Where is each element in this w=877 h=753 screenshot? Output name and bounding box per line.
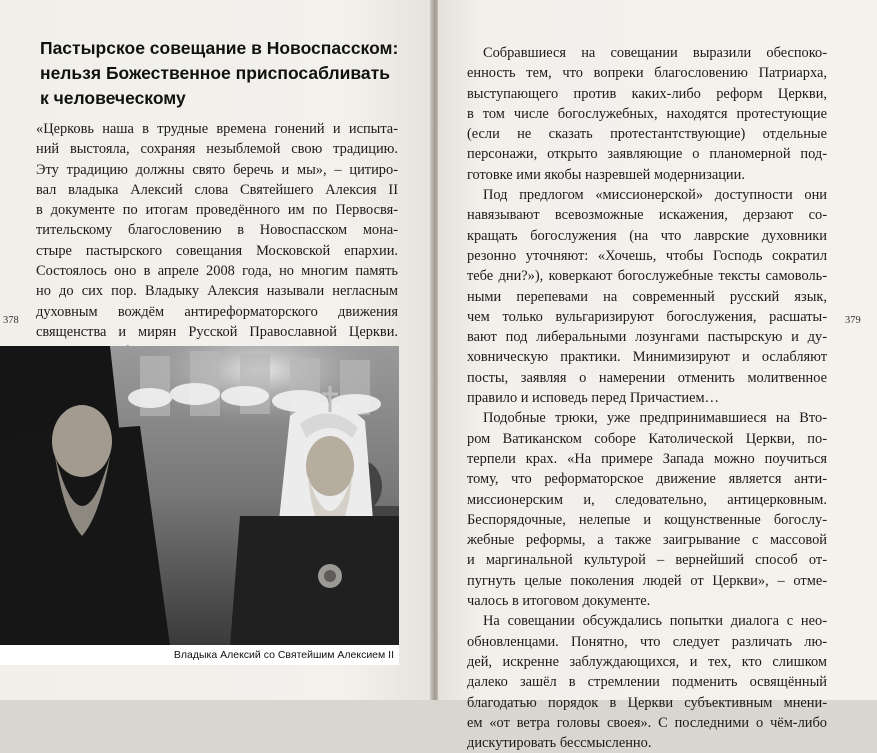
text-line: тому, что реформаторское движение является анти- — [467, 471, 827, 488]
text-line: енность тем, что вопреки благословению Патриарха, — [467, 65, 827, 82]
text-line: ром Ватиканском соборе Католической Церкви, по- — [467, 430, 827, 447]
heading-line: Пастырское совещание в Новоспасском: — [40, 38, 399, 58]
photo-caption-text: Владыка Алексий со Святейшим Алексием II — [173, 649, 394, 661]
text-line: терпели крах. «На примере Запада можно поучиться — [467, 450, 827, 467]
text-line: и маргинальной культурой – вернейший способ от- — [467, 552, 827, 569]
section-heading — [40, 36, 399, 111]
text-line: священства и мирян Русской Православной Церкви. — [36, 323, 398, 340]
text-line: готовке ими якобы назревшей модернизации. — [467, 166, 745, 183]
text-line: На совещании обсуждались попытки диалога с нео- — [483, 613, 827, 630]
text-line: Эту традицию должны свято беречь и мы», – цитиро- — [36, 161, 398, 178]
page-number-right: 379 — [845, 315, 861, 326]
text-line: благодатью порядок в Церкви субъективным мнени- — [467, 694, 827, 711]
left-body-text — [36, 119, 398, 383]
text-line: далеко зашёл в стремлении подменить освящённый — [467, 674, 827, 691]
heading-line: нельзя Божественное приспосабливать — [40, 63, 390, 83]
text-line: резонно уточняют: «Хочешь, чтобы Господь сократил — [467, 247, 827, 264]
text-line: миссионерским и, следовательно, антицерковным. — [467, 491, 827, 508]
text-line: ний выстояла, сохраняя незыблемой свою традицию. — [36, 141, 398, 158]
text-line: кращать богослужения (на что лаврские духовники — [467, 227, 827, 244]
text-line: ем «от ветра головы своея». С последними о чём-либо — [467, 714, 827, 731]
text-line: «Церковь наша в трудные времена гонений и испыта- — [36, 121, 398, 137]
heading-line: к человеческому — [40, 88, 186, 108]
photo-illustration — [0, 346, 399, 646]
text-line: в том числе богослужебных, находятся протестующие — [467, 105, 827, 122]
photo — [0, 346, 399, 646]
photo-caption — [0, 645, 399, 665]
text-line: пугнуть целые поколения людей от Церкви», – отме- — [467, 572, 827, 589]
text-line: тебе дни?»), коверкают богослужебные тексты самоволь- — [467, 268, 827, 285]
text-line: Под предлогом «миссионерской» доступности они — [483, 187, 827, 204]
text-line: в документе по итогам проведённого им по Первосвя- — [36, 202, 398, 219]
text-line: Подобные трюки, уже предпринимавшиеся на Вто- — [483, 410, 827, 427]
text-line: (если не сказать протестантствующие) отдельные — [467, 126, 827, 143]
text-line: духовным вождём антиреформаторского движения — [36, 303, 398, 320]
text-line: Беспорядочные, нелепые и кощунственные богослу- — [467, 511, 827, 528]
text-line: посты, заявляя о намерении отменить молитвенное — [467, 369, 827, 386]
text-line: чем только вульгаризируют богослужения, расшаты- — [467, 308, 827, 325]
text-line: навязывают всевозможные искажения, дерзают со- — [467, 207, 827, 224]
text-line: ными перепевами на современный русский язык, — [467, 288, 827, 305]
text-line: дискутировать бессмысленно. — [467, 735, 652, 752]
text-line: обновленцами. Понятно, что следует различать лю- — [467, 633, 827, 650]
text-line: вают под либеральными лозунгами пастырскую и ду- — [467, 329, 827, 346]
text-line: ховническую практики. Минимизируют и ослабляют — [467, 349, 827, 366]
text-line: персонажи, открыто заявляющие о планомерной под- — [467, 146, 827, 163]
text-line: чалось в итоговом документе. — [467, 593, 651, 610]
page-number-left: 378 — [3, 315, 19, 326]
text-line: Состоялось оно в апреле 2008 года, но многим память — [36, 263, 398, 280]
text-line: выступающего против каких-либо реформ Церкви, — [467, 85, 827, 102]
text-line: правило и исповедь перед Причастием… — [467, 390, 720, 407]
right-body-text — [467, 43, 827, 753]
text-line: стыре пастырского совещания Московской епархии. — [36, 242, 398, 259]
text-line: тительскому благословению в Новоспасском мона- — [36, 222, 398, 239]
text-line: дей, искренне заблуждающихся, и тех, кто слишком — [467, 653, 827, 670]
text-line: жебные реформы, а также заигрывание с массовой — [467, 532, 827, 549]
text-line: вал владыка Алексий слова Святейшего Алексия II — [36, 181, 398, 198]
text-line: Собравшиеся на совещании выразили обеспоко- — [483, 45, 827, 61]
text-line: но до сих пор. Владыку Алексия называли негласным — [36, 283, 398, 300]
